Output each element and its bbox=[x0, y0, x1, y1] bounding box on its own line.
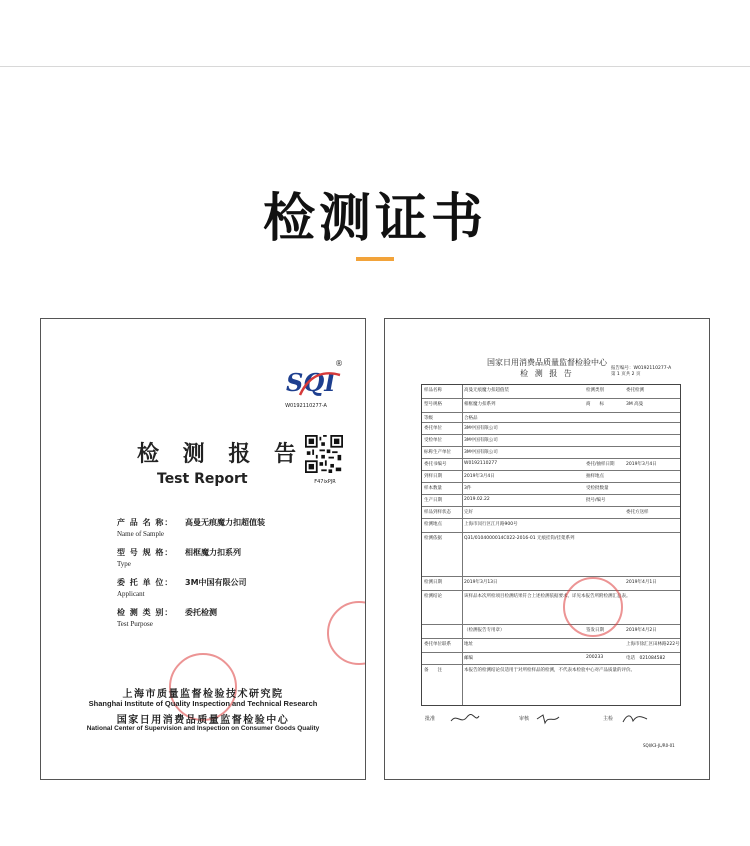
report-table-cell: 型号规格 bbox=[424, 402, 442, 407]
report-table-cell: 委托方送样 bbox=[626, 510, 649, 515]
report-table-cell: 样本数量 bbox=[424, 486, 442, 491]
report-table-cell: 相框魔力扣系列 bbox=[464, 402, 496, 407]
report-table-cell: 受检单位 bbox=[424, 438, 442, 443]
sqi-logo-text: SQI bbox=[286, 369, 336, 397]
main-tester-label: 主检 bbox=[603, 716, 614, 722]
report-table-cell: 3件 bbox=[464, 486, 472, 491]
field-type: 型 号 规 格： Type 相框魔力扣系列 bbox=[117, 548, 241, 568]
report-table-cell: 电话 021084582 bbox=[626, 656, 666, 661]
report-table-cell: 备 注 bbox=[424, 668, 442, 673]
report-number: 报告编号：W0192110277-A 第 1 页共 2 页 bbox=[611, 366, 672, 377]
report-table-cell: 签发日期 bbox=[586, 628, 604, 633]
qr-code-icon bbox=[305, 435, 343, 473]
report-table-row bbox=[422, 385, 680, 398]
top-divider bbox=[0, 66, 750, 67]
report-info-table bbox=[421, 384, 681, 706]
report-table-cell: 3M 高曼 bbox=[626, 402, 644, 407]
report-table-cell: 检测类别 bbox=[586, 388, 604, 393]
report-table-cell: 2019年3月4日 bbox=[464, 474, 495, 479]
report-table-cell: 委托单位联系 bbox=[424, 642, 451, 647]
report-table-cell: 检测结论 bbox=[424, 594, 442, 599]
report-title-cn: 检 测 报 告 bbox=[137, 441, 304, 467]
report-table-cell: （检测报告专用章） bbox=[464, 628, 505, 633]
report-table-cell: 2019.02.22 bbox=[464, 497, 490, 502]
report-table-cell: 2019年4月2日 bbox=[626, 628, 657, 633]
reviewer-label: 审核 bbox=[519, 716, 530, 722]
report-table-row bbox=[422, 590, 680, 625]
report-table-cell: 地址 bbox=[464, 642, 473, 647]
report-table-cell: 生产日期 bbox=[424, 498, 442, 503]
institute-name-en-1: Shanghai Institute of Quality Inspection and Technical Research bbox=[88, 699, 318, 708]
report-table-cell: 2019年4月1日 bbox=[626, 580, 657, 585]
report-table-cell: 委托单位 bbox=[424, 426, 442, 431]
report-table-cell: 检测地点 bbox=[424, 522, 442, 527]
report-table-cell: 样品到样状态 bbox=[424, 510, 451, 515]
field-sample-name: 产 品 名 称： Name of Sample 高曼无痕魔力扣超值装 bbox=[117, 518, 265, 538]
report-table-cell: 3M中国有限公司 bbox=[464, 438, 498, 443]
report-header-org: 国家日用消费品质量监督检验中心 bbox=[487, 358, 607, 367]
institute-name-cn-2: 国家日用消费品质量监督检验中心 bbox=[116, 715, 290, 726]
certificate-number: W0192110277-A bbox=[285, 403, 327, 409]
report-table-cell: 批号/编号 bbox=[586, 498, 606, 503]
registered-mark: ® bbox=[335, 359, 343, 368]
sqi-logo bbox=[286, 369, 342, 397]
report-header-title: 检 测 报 告 bbox=[520, 369, 574, 378]
page-title: 检测证书 bbox=[262, 189, 487, 249]
institute-name-en-2: National Center of Supervision and Inspection on Consumer Goods Quality bbox=[86, 725, 320, 732]
report-table-row bbox=[422, 532, 680, 577]
approver-label: 批准 bbox=[425, 716, 436, 722]
report-table-cell: 委托书编号 bbox=[424, 462, 447, 467]
report-table-cell: 等级 bbox=[424, 416, 433, 421]
report-table-cell: 本报告的检测结论仅适用于对所检样品的检测，不代表本检验中心对产品质量的评价。 bbox=[464, 668, 635, 673]
form-code: SQI/K3-JL/R0-01 bbox=[643, 743, 675, 748]
report-table-cell: 标称生产单位 bbox=[424, 450, 451, 455]
report-table-cell: 邮编 bbox=[464, 656, 473, 661]
report-table-cell: 到样日期 bbox=[424, 474, 442, 479]
institute-name-cn-1: 上海市质量监督检验技术研究院 bbox=[122, 689, 284, 700]
report-table-cell: 上海市闵行区江月路900号 bbox=[464, 522, 518, 527]
title-accent-bar bbox=[356, 257, 394, 261]
report-table-row bbox=[422, 398, 680, 413]
handwritten-signature bbox=[621, 713, 649, 725]
report-table-cell: 样品名称 bbox=[424, 388, 442, 393]
report-table-cell: 200233 bbox=[586, 655, 604, 660]
report-table-cell: 检测日期 bbox=[424, 580, 442, 585]
report-table-cell: 完好 bbox=[464, 510, 473, 515]
report-table-row bbox=[422, 518, 680, 533]
report-title-en: Test Report bbox=[157, 471, 248, 487]
report-table-row bbox=[422, 624, 680, 639]
field-applicant: 委 托 单 位： Applicant 3M中国有限公司 bbox=[117, 578, 247, 598]
report-table-cell: W0192110277 bbox=[464, 461, 498, 466]
field-test-purpose: 检 测 类 别： Test Purpose 委托检测 bbox=[117, 608, 217, 628]
report-table-cell: 高曼无痕魔力扣超值装 bbox=[464, 388, 509, 393]
report-table-cell: 委托/抽样日期 bbox=[586, 462, 615, 467]
report-table-cell: 2019年3月13日 bbox=[464, 580, 498, 585]
certificate-cover bbox=[40, 318, 366, 780]
report-detail-page bbox=[384, 318, 710, 780]
red-seal-stamp bbox=[327, 601, 366, 665]
report-table-cell: 检测依据 bbox=[424, 536, 442, 541]
report-table-row bbox=[422, 664, 680, 681]
report-table-cell: Q31/0104000014C022-2016-01 无痕挂钩/挂架系列 bbox=[464, 536, 575, 541]
report-table-cell: 受检批数量 bbox=[586, 486, 609, 491]
report-table-cell: 合格品 bbox=[464, 416, 478, 421]
report-table-row bbox=[422, 576, 680, 591]
qr-code-id: F47ixPJR bbox=[314, 479, 336, 485]
report-table-cell: 商 标 bbox=[586, 402, 604, 407]
report-table-cell: 委托检测 bbox=[626, 388, 644, 393]
report-table-cell: 2019年3月4日 bbox=[626, 462, 657, 467]
handwritten-signature bbox=[535, 713, 561, 725]
report-table-row bbox=[422, 638, 680, 653]
report-table-cell: 上海市徐汇区田林路222号 bbox=[626, 642, 680, 647]
report-table-cell: 3M中国有限公司 bbox=[464, 450, 498, 455]
red-seal-stamp bbox=[563, 577, 623, 637]
handwritten-signature bbox=[449, 713, 481, 725]
report-table-cell: 3M中国有限公司 bbox=[464, 426, 498, 431]
report-table-cell: 该样品本次所检项目检测结果符合上述检测依据要求。详见本报告所附检测汇总表。 bbox=[464, 594, 631, 599]
report-table-cell: 抽样地点 bbox=[586, 474, 604, 479]
